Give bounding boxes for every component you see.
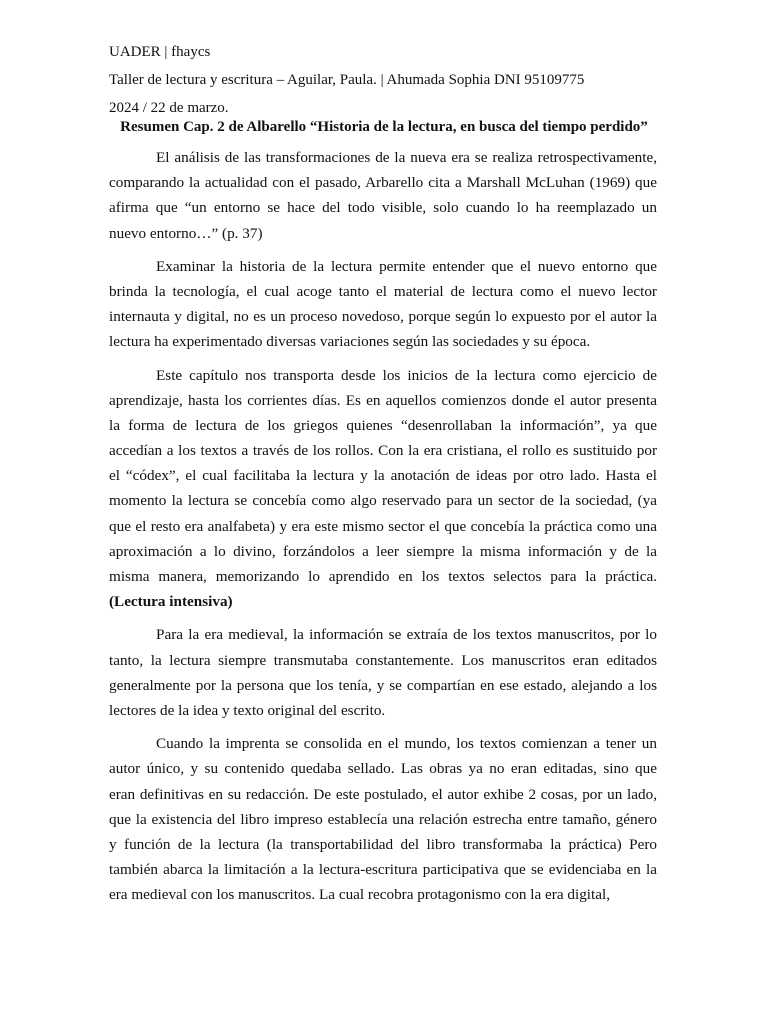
text-line: también abarca la limitación a la lectura-escritura participativa que se evidenciaba en la — [109, 861, 657, 879]
text-line: momento la lectura se concebía como algo reservado para un sector de la sociedad, (ya — [109, 492, 657, 510]
header-course-author: Taller de lectura y escritura – Aguilar, Paula. | Ahumada Sophia DNI 95109775 — [109, 72, 585, 88]
text-line: que el resto era analfabeta) y era este mismo sector el que concebía la práctica como una — [109, 517, 657, 535]
paragraph-2 — [109, 254, 657, 355]
document-body — [109, 145, 657, 915]
text-line: tanto, la lectura siempre transmutaba constantemente. Los manuscritos eran editados — [109, 651, 657, 669]
paragraph-3 — [109, 363, 657, 615]
text-line: aprendizaje, hasta los corrientes días. Es en aquellos comienzos donde el autor presenta — [109, 391, 657, 409]
text-line: internauta y digital, no es un proceso novedoso, porque según lo expuesto por el autor la — [109, 308, 657, 326]
header-institution: UADER | fhaycs — [109, 44, 211, 60]
header-date: 2024 / 22 de marzo. — [109, 100, 229, 116]
text-line: afirma que “un entorno se hace del todo visible, solo cuando lo ha reemplazado un — [109, 199, 657, 217]
text-line: El análisis de las transformaciones de la nueva era se realiza retrospectivamente, — [156, 149, 657, 166]
document-title: Resumen Cap. 2 de Albarello “Historia de la lectura, en busca del tiempo perdido” — [120, 119, 648, 135]
text-line: Examinar la historia de la lectura permite entender que el nuevo entorno que — [156, 257, 657, 275]
text-line-bold: (Lectura intensiva) — [109, 593, 233, 611]
text-line: y función de la lectura (la transportabilidad del libro transformaba la práctica) Pero — [109, 835, 657, 853]
paragraph-5 — [109, 731, 657, 907]
paragraph-4 — [109, 622, 657, 723]
text-line: comparando la actualidad con el pasado, Arbarello cita a Marshall McLuhan (1969) que — [109, 174, 657, 192]
text-line: aproximación a lo divino, forzándolos a leer siempre la misma información y de la — [109, 542, 657, 560]
text-line: autor único, y su contenido quedaba sellado. Las obras ya no eran editadas, sino que — [109, 760, 657, 778]
text-line: eran definitivas en su redacción. De este postulado, el autor exhibe 2 cosas, por un lado, — [109, 785, 657, 803]
document-header — [109, 38, 669, 122]
text-line: nuevo entorno…” (p. 37) — [109, 224, 263, 242]
text-line: Este capítulo nos transporta desde los inicios de la lectura como ejercicio de — [156, 366, 657, 384]
text-line: Para la era medieval, la información se extraía de los textos manuscritos, por lo — [156, 626, 657, 644]
text-line: era medieval con los manuscritos. La cual recobra protagonismo con la era digital, — [109, 886, 611, 904]
text-line: generalmente por la persona que los tenía, y se compartían en ese estado, alejando a los — [109, 676, 657, 694]
text-line: brinda la tecnología, el cual acoge tanto el material de lectura como el nuevo lector — [109, 282, 657, 300]
text-line: la forma de lectura de los griegos quienes “desenrollaban la información”, ya que — [109, 416, 657, 434]
text-line: lectores de la idea y texto original del escrito. — [109, 701, 386, 719]
text-line: lectura ha experimentado diversas variaciones según las sociedades y su época. — [109, 333, 591, 351]
paragraph-1 — [109, 145, 657, 246]
text-line: el “códex”, el cual facilitaba la lectura y la anotación de ideas por otro lado. Hasta el — [109, 467, 657, 485]
text-line: accedían a los textos a través de los rollos. Con la era cristiana, el rollo es sustituido por — [109, 442, 657, 460]
text-line: misma manera, memorizando lo aprendido en los textos selectos para la práctica. — [109, 568, 657, 585]
text-line: que la existencia del libro impreso establecía una relación estrecha entre tamaño, género — [109, 810, 657, 828]
text-line: Cuando la imprenta se consolida en el mundo, los textos comienzan a tener un — [156, 735, 657, 753]
